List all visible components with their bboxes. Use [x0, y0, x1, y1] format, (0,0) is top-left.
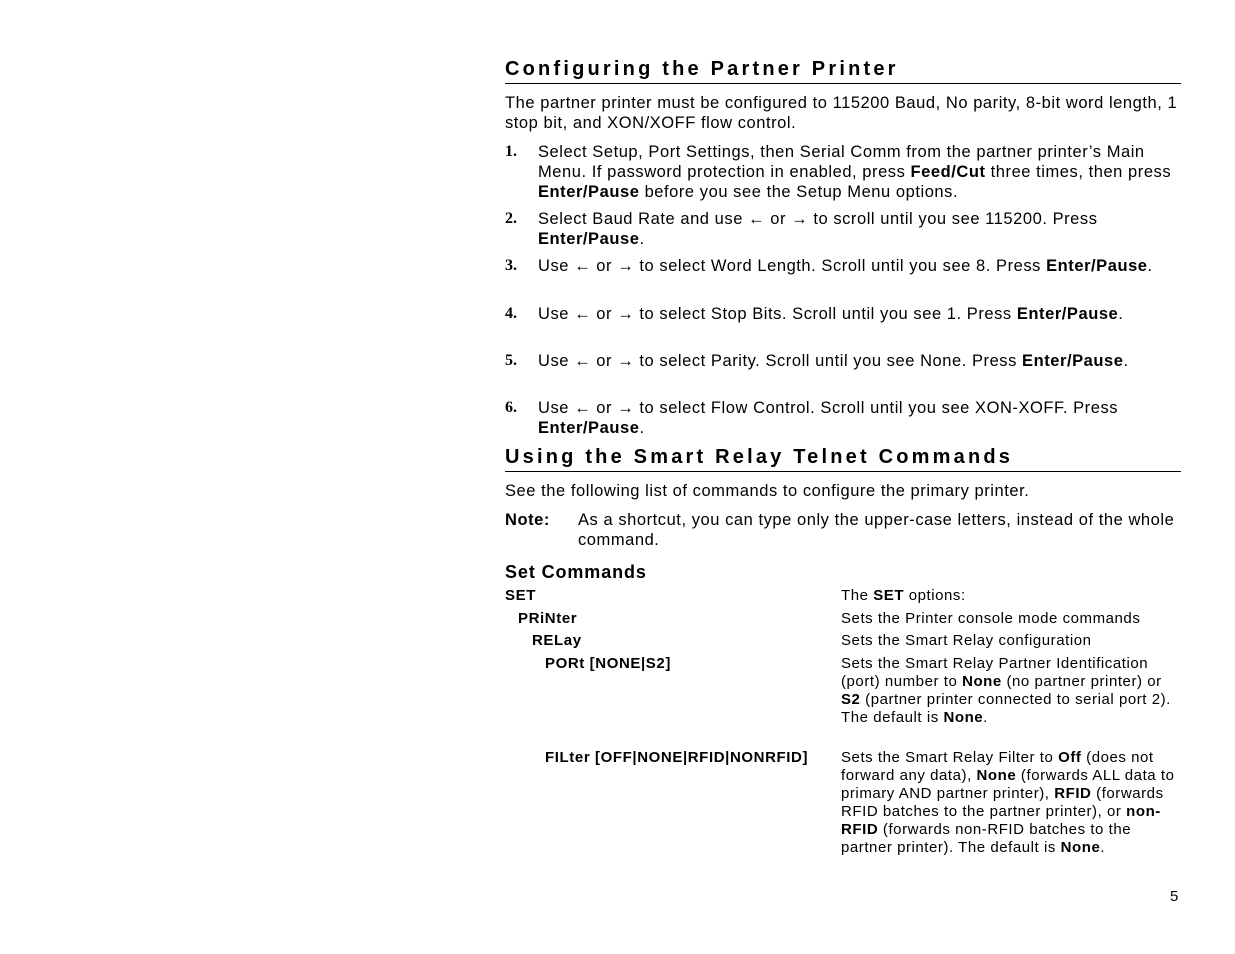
key-name: Enter/Pause	[538, 183, 640, 201]
step-text-part: Select Setup, Port Settings, then Serial Comm from the partner printer’s Main Menu. If password protection in enabled, press	[538, 143, 1145, 181]
command-printer: PRiNter	[518, 610, 578, 627]
command-description	[841, 587, 1181, 605]
desc-text: (partner printer connected to serial port 2). The default is	[841, 691, 1171, 726]
step-2	[505, 209, 1181, 249]
step-number: 4.	[505, 305, 517, 322]
step-number: 1.	[505, 143, 517, 160]
step-text-part: three times, then press	[985, 163, 1172, 181]
desc-bold: None	[976, 767, 1017, 784]
step-4	[505, 304, 1181, 324]
step-text-part: .	[1123, 352, 1129, 370]
step-5	[505, 351, 1181, 371]
desc-bold: Off	[1058, 749, 1082, 766]
desc-bold: None	[962, 673, 1002, 690]
step-number: 5.	[505, 352, 517, 369]
step-text-part: Use ← or → to select Stop Bits. Scroll until you see 1. Press	[538, 305, 1017, 323]
desc-text: (forwards ALL data to primary AND partner printer),	[841, 767, 1175, 802]
step-text	[538, 304, 1181, 324]
step-text	[538, 351, 1181, 371]
step-number: 2.	[505, 210, 517, 227]
desc-text: (no partner printer) or	[1001, 673, 1162, 690]
step-6	[505, 398, 1181, 438]
desc-text: .	[983, 709, 988, 726]
key-name: Enter/Pause	[1046, 257, 1148, 275]
step-1	[505, 142, 1181, 202]
key-name: Enter/Pause	[1022, 352, 1124, 370]
section-heading-smart-relay-telnet: Using the Smart Relay Telnet Commands	[505, 445, 1181, 472]
note-text: As a shortcut, you can type only the upper-case letters, instead of the whole command.	[578, 511, 1175, 549]
command-description: Sets the Smart Relay configuration	[841, 632, 1092, 649]
step-text-part: .	[1118, 305, 1124, 323]
section2-intro: See the following list of commands to configure the primary printer.	[505, 482, 1030, 500]
desc-bold: None	[1060, 839, 1101, 856]
section-heading-configuring-partner-printer: Configuring the Partner Printer	[505, 57, 1181, 84]
command-relay: RELay	[532, 632, 582, 649]
step-text	[538, 398, 1181, 438]
command-port: PORt [NONE|S2]	[545, 655, 671, 672]
step-3	[505, 256, 1181, 276]
desc-text: Sets the Smart Relay Filter to	[841, 749, 1059, 766]
key-name: Enter/Pause	[1016, 305, 1119, 323]
step-text-part: Use ← or → to select Parity. Scroll until you see None. Press	[538, 352, 1023, 370]
step-text-part: before you see the Setup Menu options.	[639, 183, 959, 201]
page-number: 5	[1170, 888, 1179, 905]
command-description	[841, 655, 1181, 727]
desc-text: (forwards RFID batches to the partner printer), or	[841, 785, 1164, 820]
step-number: 6.	[505, 399, 517, 416]
command-description: Sets the Printer console mode commands	[841, 610, 1141, 627]
desc-text: (does not forward any data),	[841, 749, 1154, 784]
intro-paragraph: The partner printer must be configured to 115200 Baud, No parity, 8-bit word length, 1 stop bit, and XON/XOFF flow control.	[505, 94, 1178, 132]
desc-text: Sets the Smart Relay Partner Identification (port) number to	[841, 655, 1149, 690]
set-commands-heading: Set Commands	[505, 562, 647, 582]
step-text-part: Use ← or → to select Word Length. Scroll until you see 8. Press	[538, 257, 1047, 275]
desc-text: .	[1100, 839, 1106, 856]
key-name: Feed/Cut	[910, 163, 986, 181]
key-name: Enter/Pause	[538, 230, 640, 248]
command-set: SET	[505, 587, 536, 604]
step-text	[538, 256, 1181, 276]
desc-text: options:	[904, 587, 966, 604]
note	[505, 510, 1181, 550]
step-number: 3.	[505, 257, 517, 274]
step-text-part: .	[639, 419, 645, 437]
desc-bold: non-RFID	[841, 803, 1161, 838]
desc-bold: None	[943, 709, 984, 726]
desc-text: (forwards non-RFID batches to the partner printer). The default is	[841, 821, 1132, 856]
desc-bold: S2	[841, 691, 861, 708]
command-description	[841, 749, 1181, 857]
desc-text: The	[841, 587, 874, 604]
step-text	[538, 209, 1181, 249]
step-text-part: .	[1147, 257, 1153, 275]
desc-bold: RFID	[1054, 785, 1092, 802]
step-text	[538, 142, 1181, 202]
step-text-part: Select Baud Rate and use ← or → to scroll until you see 115200. Press	[538, 210, 1098, 228]
command-filter: FILter [OFF|NONE|RFID|NONRFID]	[545, 749, 809, 766]
note-label: Note:	[505, 511, 550, 529]
step-text-part: Use ← or → to select Flow Control. Scroll until you see XON-XOFF. Press	[538, 399, 1119, 417]
desc-bold: SET	[873, 587, 905, 604]
key-name: Enter/Pause	[538, 419, 640, 437]
step-text-part: .	[639, 230, 645, 248]
